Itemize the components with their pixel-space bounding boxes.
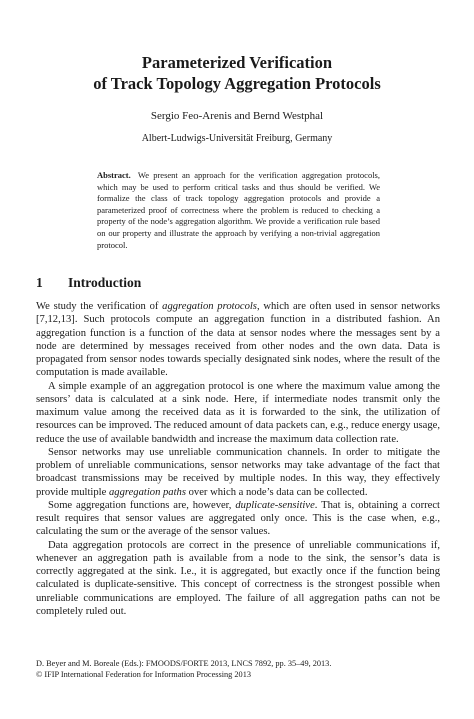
paragraph-1 [36, 300, 440, 380]
paragraph-3 [36, 446, 440, 499]
footer-copyright: © IFIP International Federation for Information Processing 2013 [36, 670, 251, 679]
paragraph-2: A simple example of an aggregation protocol is one where the maximum value among the sensors’ data is calculated at a sink node. Here, if intermediate nodes transmit only the maximum value among the received data as it is forwarded to the sink, the utilization of resources can be improved. The reduced amount of data packets can, e.g., reduce energy usage, reduce the use of available bandwidth and increase the maximum data collection rate. [36, 380, 440, 445]
paragraph-3-text-b: over which a node’s data can be collected. [185, 486, 368, 498]
section-number: 1 [36, 275, 43, 290]
title-line-1: Parameterized Verification [141, 53, 333, 72]
author-list: Sergio Feo-Arenis and Bernd Westphal [150, 110, 324, 122]
paragraph-3-emphasis: aggregation paths [108, 486, 186, 498]
abstract-label: Abstract. [97, 170, 131, 180]
paragraph-1-text-b: , which are often used in sensor networks [7,12,13]. Such protocols compute an aggregation function in a distributed fashion. An aggregation function is a function of the data at sensor nodes where the messages sent by a node are determined by messages received from other nodes and the own data. Data is propagated from sensor nodes towards specially designated sink nodes, where the result of the computation is made available. [36, 301, 440, 379]
footer-note [36, 658, 440, 680]
paragraph-1-text-a: We study the verification of [36, 301, 163, 312]
paragraph-4 [36, 499, 440, 539]
paragraph-4-emphasis: duplicate-sensitive [235, 499, 315, 511]
title-line-2: of Track Topology Aggregation Protocols [93, 74, 381, 93]
paragraph-5: Data aggregation protocols are correct in the presence of unreliable communications if, whenever an aggregation path is available from a node to the sink, the sensor’s data is correctly aggregated at the sink. I.e., it is aggregated, but exactly once if the function being calculated is duplicate-sensitive. This concept of correctness is the strongest possible when unreliable communications are employed. The failure of all aggregation paths can not be completely ruled out. [36, 539, 440, 617]
paragraph-1-emphasis: aggregation protocols [162, 301, 257, 312]
abstract [97, 170, 380, 251]
body-text [36, 300, 440, 618]
abstract-text: We present an approach for the verification aggregation protocols, which may be used to perform critical tasks and thus should be verified. We formalize the class of track topology aggregation protocols and provide a parameterized proof of correctness where the problem is reduced to checking a property of the node’s aggregation algorithm. We provide a verification rule based on our property and illustrate the approach by verifying a non-trivial aggregation protocol. [97, 170, 380, 250]
section-title: Introduction [68, 275, 142, 290]
affiliation: Albert-Ludwigs-Universität Freiburg, Germany [141, 133, 333, 144]
paper-title [40, 52, 434, 94]
paragraph-4-text-b: . That is, obtaining a correct result requires that sensor values are aggregated only once. This is the case when, e.g., calculating the sum or the average of the sensor values. [36, 499, 440, 538]
paragraph-4-text-a: Some aggregation functions are, however, [48, 499, 236, 511]
footer-citation: D. Beyer and M. Boreale (Eds.): FMOODS/FORTE 2013, LNCS 7892, pp. 35–49, 2013. [36, 659, 332, 668]
paragraph-3-text-a: Sensor networks may use unreliable communication channels. In order to mitigate the problem of unreliable communications, sensor networks may take advantage of the fact that broadcast transmissions may be received by multiple nodes. In this way, they effectively provide multiple [36, 446, 440, 498]
section-heading [36, 275, 141, 291]
